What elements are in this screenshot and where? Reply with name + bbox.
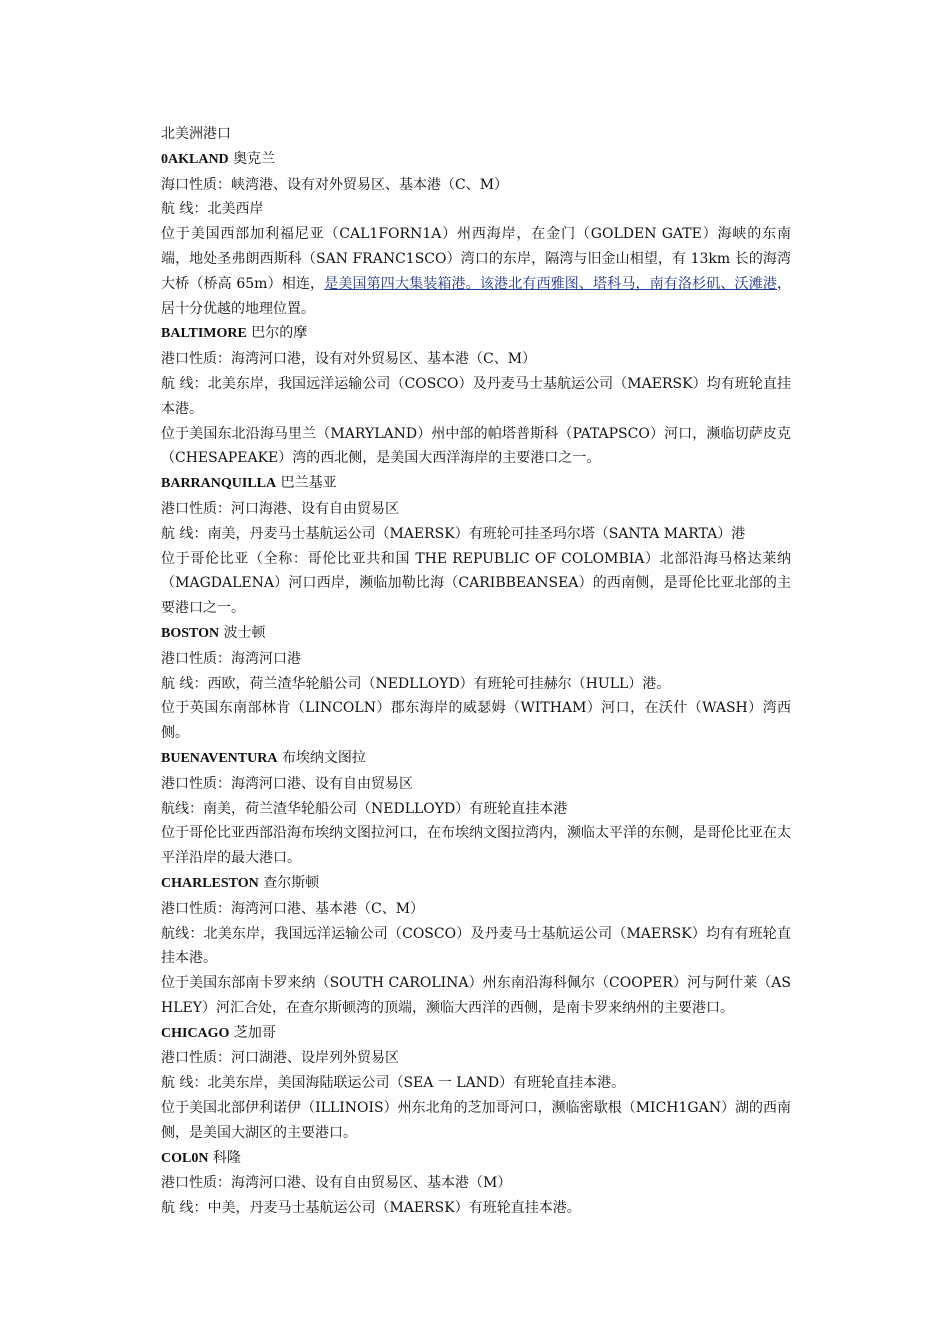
port-name-cn: 布埃纳文图拉 (281, 749, 366, 766)
port-nature: 港口性质：海湾河口港，设有对外贸易区、基本港（C、M） (161, 351, 537, 368)
port-description: 位于美国北部伊利诺伊（ILLINOIS）州东北角的芝加哥河口，濒临密歇根（MICH1GAN）湖的西南侧，是美国大湖区的主要港口。 (161, 1100, 791, 1141)
port-name-cn: 波士顿 (223, 624, 266, 641)
port-description: 位于美国东部南卡罗来纳（SOUTH CAROLINA）州东南沿海科佩尔（COOPER）河与阿什莱（ASHLEY）河汇合处，在查尔斯顿湾的顶端，濒临大西洋的西侧，是南卡罗来纳州的主要港口。 (161, 975, 791, 1016)
port-heading-charleston (161, 871, 791, 897)
port-heading-barranquilla (161, 471, 791, 497)
port-nature: 港口性质：海湾河口港 (161, 650, 301, 667)
port-heading-oakland (161, 147, 791, 173)
port-name-cn: 巴尔的摩 (251, 325, 308, 342)
port-heading-colon (161, 1146, 791, 1172)
port-name-en: BARRANQUILLA (161, 476, 277, 492)
port-nature: 港口性质：河口海港、设有自由贸易区 (161, 500, 399, 517)
port-name-cn: 科隆 (212, 1149, 241, 1166)
port-route: 航 线：西欧，荷兰渣华轮船公司（NEDLLOYD）有班轮可挂赫尔（HULL）港。 (161, 675, 671, 692)
port-heading-baltimore (161, 321, 791, 347)
port-name-cn: 奥克兰 (233, 150, 276, 167)
underlined-text: 是美国第四大集装箱港。该港北有西雅图、塔科马，南有洛杉矶、沃滩港 (324, 275, 778, 292)
description-part: 位于美国西部加利福尼亚（CAL1FORN1A）州西海岸，在金门（GOLDEN GATE）海峡的东南端，地处圣弗朗西斯科（SAN FRANC1SCO）湾口的东岸，隔湾与旧金山相望，有 13km 长的海湾大桥（桥高 65m）相连， (161, 226, 791, 292)
port-description: 位于哥伦比亚（全称：哥伦比亚共和国 THE REPUBLIC OF COLOMBIA）北部沿海马格达莱纳（MAGDALENA）河口西岸，濒临加勒比海（CARIBBEANSEA）的西南侧，是哥伦比亚北部的主要港口之一。 (161, 550, 791, 617)
port-nature: 港口性质：海湾河口港、设有自由贸易区 (161, 775, 413, 792)
port-nature: 港口性质：河口湖港、设岸列外贸易区 (161, 1050, 399, 1067)
port-description: 位于哥伦比亚西部沿海布埃纳文图拉河口，在布埃纳文图拉湾内，濒临太平洋的东侧，是哥伦比亚在太平洋沿岸的最大港口。 (161, 825, 791, 867)
port-description: 位于英国东南部林肯（LINCOLN）郡东海岸的威瑟姆（WITHAM）河口，在沃什（WASH）湾西侧。 (161, 700, 791, 742)
port-heading-buenaventura (161, 746, 791, 772)
port-name-en: BOSTON (161, 625, 220, 641)
page-title: 北美洲港口 (161, 126, 231, 142)
port-route: 航 线：南美，丹麦马士基航运公司（MAERSK）有班轮可挂圣玛尔塔（SANTA MARTA）港 (161, 525, 746, 542)
port-description (161, 222, 791, 321)
port-nature: 海口性质：峡湾港、设有对外贸易区、基本港（C、M） (161, 176, 509, 193)
port-heading-chicago (161, 1021, 791, 1047)
port-nature: 港口性质：海湾河口港、设有自由贸易区、基本港（M） (161, 1175, 512, 1192)
port-route: 航线：南美，荷兰渣华轮船公司（NEDLLOYD）有班轮直挂本港 (161, 800, 568, 817)
port-name-en: BALTIMORE (161, 326, 247, 342)
document-body (161, 122, 791, 1221)
port-name-en: CHICAGO (161, 1025, 230, 1041)
port-route: 航 线：北美东岸，美国海陆联运公司（SEA 一 LAND）有班轮直挂本港。 (161, 1075, 626, 1092)
port-name-en: 0AKLAND (161, 151, 229, 167)
port-name-en: COL0N (161, 1150, 209, 1166)
port-name-cn: 查尔斯顿 (263, 874, 320, 891)
port-nature: 港口性质：海湾河口港、基本港（C、M） (161, 900, 425, 917)
port-route: 航 线：北美东岸，我国远洋运输公司（COSCO）及丹麦马士基航运公司（MAERSK）均有班轮直挂本港。 (161, 375, 791, 417)
port-name-cn: 巴兰基亚 (280, 475, 337, 492)
port-route: 航 线：中美，丹麦马士基航运公司（MAERSK）有班轮直挂本港。 (161, 1200, 581, 1217)
port-route: 航 线：北美西岸 (161, 201, 264, 218)
port-name-en: CHARLESTON (161, 875, 259, 891)
port-name-cn: 芝加哥 (233, 1024, 276, 1041)
port-description: 位于美国东北沿海马里兰（MARYLAND）州中部的帕塔普斯科（PATAPSCO）河口，濒临切萨皮克（CHESAPEAKE）湾的西北侧，是美国大西洋海岸的主要港口之一。 (161, 425, 791, 467)
description-part: ，居十分优越的地理位置。 (161, 275, 792, 317)
port-heading-boston (161, 621, 791, 647)
port-name-en: BUENAVENTURA (161, 750, 278, 766)
port-route: 航线：北美东岸，我国远洋运输公司（COSCO）及丹麦马士基航运公司（MAERSK）均有有班轮直挂本港。 (161, 925, 791, 967)
